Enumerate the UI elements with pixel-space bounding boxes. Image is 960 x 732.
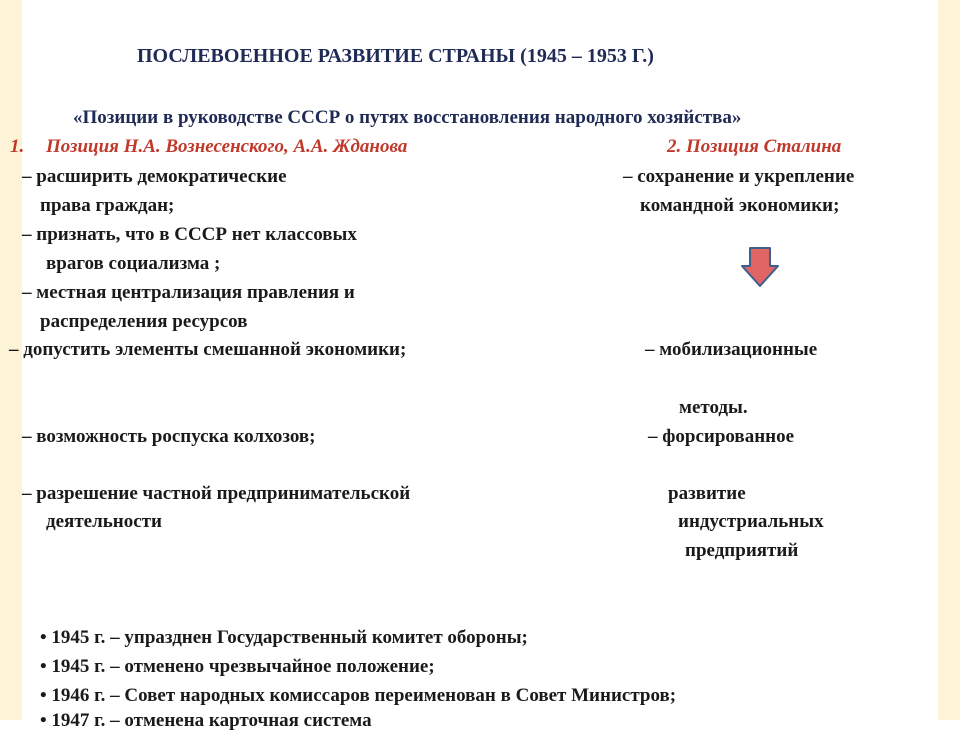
left-line: – признать, что в СССР нет классовых <box>22 224 357 245</box>
right-line: – сохранение и укрепление <box>623 166 855 187</box>
left-line: – разрешение частной предпринимательской <box>22 483 411 504</box>
down-arrow-icon <box>740 246 780 288</box>
event-item: • 1945 г. – упразднен Государственный комитет обороны; <box>40 627 528 648</box>
page-subtitle: «Позиции в руководстве СССР о путях восстановления народного хозяйства» <box>73 107 742 128</box>
right-decor-stripe <box>938 0 960 720</box>
left-line: деятельности <box>46 511 162 532</box>
left-line: распределения ресурсов <box>40 311 248 332</box>
right-line: индустриальных <box>678 511 824 532</box>
left-line: – допустить элементы смешанной экономики; <box>9 339 407 360</box>
right-line: предприятий <box>685 540 799 561</box>
page-title: ПОСЛЕВОЕННОЕ РАЗВИТИЕ СТРАНЫ (1945 – 1953 Г.) <box>137 45 654 67</box>
left-heading: Позиция Н.А. Вознесенского, А.А. Жданова <box>46 136 408 157</box>
left-line: – расширить демократические <box>22 166 287 187</box>
event-item: • 1946 г. – Совет народных комиссаров переименован в Совет Министров; <box>40 685 677 706</box>
right-line: методы. <box>679 397 748 418</box>
right-line: развитие <box>668 483 746 504</box>
left-line: врагов социализма ; <box>46 253 221 274</box>
event-item: • 1945 г. – отменено чрезвычайное положение; <box>40 656 435 677</box>
right-line: командной экономики; <box>640 195 840 216</box>
left-line: – возможность роспуска колхозов; <box>22 426 316 447</box>
right-line: – мобилизационные <box>645 339 818 360</box>
event-item: • 1947 г. – отменена карточная система <box>40 710 372 731</box>
right-line: – форсированное <box>648 426 795 447</box>
left-heading-number: 1. <box>10 136 25 157</box>
right-heading: 2. Позиция Сталина <box>667 136 842 157</box>
left-line: права граждан; <box>40 195 175 216</box>
left-line: – местная централизация правления и <box>22 282 355 303</box>
